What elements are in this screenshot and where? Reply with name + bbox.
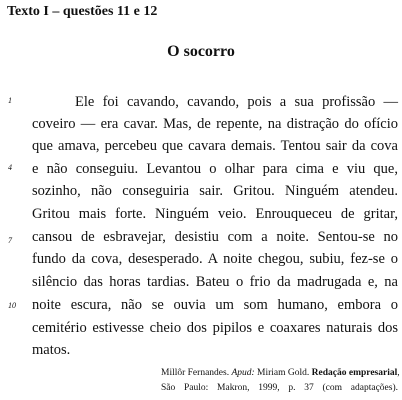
text-line: Ele foi cavando, cavando, pois a sua profissão —	[75, 94, 398, 110]
line-number-4: 4	[8, 163, 12, 172]
text-line: silêncio das horas tardias. Bateu o frio da madrugada e, na	[32, 274, 398, 290]
source-apud: Apud:	[231, 368, 255, 378]
line-number-7: 7	[8, 236, 12, 245]
section-heading: Texto I – questões 11 e 12	[7, 4, 158, 19]
text-line: cemitério estivesse cheio dos pipilos e coaxares naturais dos	[32, 320, 398, 336]
source-cited: Miriam Gold.	[257, 368, 310, 378]
text-title: O socorro	[167, 43, 235, 60]
text-line: coveiro — era cavar. Mas, de repente, na distração do ofício	[32, 116, 398, 132]
source-author: Millôr Fernandes.	[161, 368, 230, 378]
text-line: matos.	[32, 342, 71, 358]
source-citation-line-2: São Paulo: Makron, 1999, p. 37 (com adaptações).	[161, 383, 398, 393]
text-line: que amava, percebeu que cavara demais. Tentou sair da cova	[32, 138, 398, 154]
text-line: cansou de esbravejar, desistiu com a noite. Sentou-se no	[32, 229, 398, 245]
text-line: noite escura, não se ouvia um som humano, embora o	[32, 297, 398, 313]
source-comma: ,	[397, 368, 400, 378]
source-book-title: Redação empresarial	[311, 368, 398, 378]
text-line: sozinho, não conseguiria sair. Gritou. Ninguém atendeu.	[32, 183, 398, 199]
text-line: e não conseguiu. Levantou o olhar para cima e viu que,	[32, 161, 398, 177]
line-number-1: 1	[8, 96, 12, 105]
source-citation-line-1	[161, 367, 398, 380]
line-number-10: 10	[8, 301, 16, 310]
text-line: Gritou mais forte. Ninguém veio. Enrouqueceu de gritar,	[32, 206, 398, 222]
text-line: fundo da cova, desesperado. A noite chegou, subiu, fez-se o	[32, 251, 398, 267]
